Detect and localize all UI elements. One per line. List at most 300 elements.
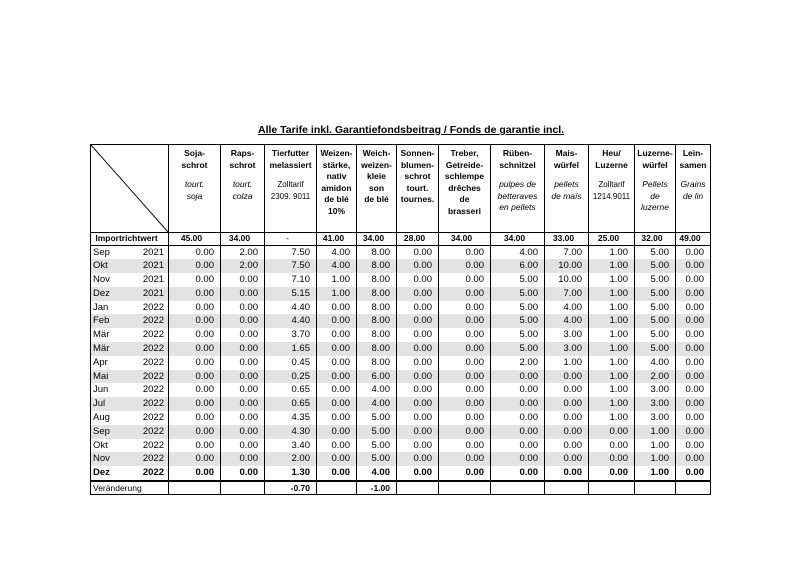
row-value: 3.00 [635, 411, 676, 425]
row-value: 0.00 [169, 245, 221, 259]
import-value: 33.00 [545, 233, 589, 246]
row-value: 5.00 [357, 439, 397, 453]
row-value: 5.00 [635, 245, 676, 259]
row-value: 5.00 [635, 314, 676, 328]
row-value: 0.00 [317, 425, 357, 439]
row-value: 5.00 [635, 342, 676, 356]
column-header-de: Luzerne- würfel [637, 148, 673, 170]
row-value: 5.00 [635, 259, 676, 273]
row-year: 2021 [135, 245, 169, 259]
row-value: 0.00 [169, 439, 221, 453]
table-row [91, 370, 711, 384]
row-value: 0.00 [169, 259, 221, 273]
row-value: 7.50 [265, 245, 317, 259]
row-value: 0.00 [169, 397, 221, 411]
row-value: 0.00 [169, 370, 221, 384]
row-month: Mai [91, 370, 135, 384]
column-header-de: Tierfutter melassiert [269, 148, 312, 170]
row-value: 0.00 [397, 439, 439, 453]
row-value: 3.00 [545, 328, 589, 342]
row-value: 0.00 [221, 287, 265, 301]
row-value: 0.00 [439, 452, 491, 466]
import-value: - [265, 233, 317, 246]
column-header-de: Treber, Getreide- schlempe drêches de brasseri [444, 148, 485, 216]
row-value: 6.00 [491, 259, 545, 273]
row-value: 0.00 [439, 439, 491, 453]
row-value: 0.00 [169, 273, 221, 287]
column-header-fr: tourt. colza [232, 179, 253, 201]
row-value: 10.00 [545, 273, 589, 287]
row-value: 5.00 [491, 287, 545, 301]
table-row [91, 259, 711, 273]
row-year: 2022 [135, 466, 169, 481]
row-value: 0.00 [439, 301, 491, 315]
row-value: 2.00 [221, 259, 265, 273]
column-header [265, 145, 317, 233]
change-value [169, 481, 221, 495]
row-value: 0.00 [397, 273, 439, 287]
import-value: 32.00 [635, 233, 676, 246]
row-year: 2022 [135, 370, 169, 384]
row-value: 0.00 [397, 411, 439, 425]
row-value: 5.00 [635, 328, 676, 342]
row-value: 0.00 [676, 425, 711, 439]
row-value: 1.00 [589, 370, 635, 384]
row-value: 0.00 [676, 287, 711, 301]
row-value: 0.00 [545, 383, 589, 397]
row-year: 2022 [135, 314, 169, 328]
row-month: Sep [91, 245, 135, 259]
row-value: 8.00 [357, 259, 397, 273]
row-value: 3.00 [635, 397, 676, 411]
row-month: Mär [91, 342, 135, 356]
column-header-de: Lein- samen [679, 148, 707, 170]
row-value: 0.00 [676, 397, 711, 411]
row-value: 0.00 [397, 425, 439, 439]
row-value: 1.00 [589, 383, 635, 397]
change-value [397, 481, 439, 495]
row-value: 8.00 [357, 314, 397, 328]
row-value: 0.00 [317, 411, 357, 425]
row-value: 0.00 [439, 356, 491, 370]
row-value: 0.00 [545, 466, 589, 481]
change-value [676, 481, 711, 495]
change-value [635, 481, 676, 495]
change-value: -0.70 [265, 481, 317, 495]
row-value: 1.00 [635, 439, 676, 453]
row-value: 5.00 [491, 314, 545, 328]
table-row [91, 411, 711, 425]
table-row [91, 314, 711, 328]
row-value: 3.00 [545, 342, 589, 356]
row-value: 0.00 [676, 452, 711, 466]
row-value: 0.00 [676, 342, 711, 356]
row-value: 0.00 [491, 411, 545, 425]
row-value: 0.00 [317, 452, 357, 466]
import-value: 25.00 [589, 233, 635, 246]
row-year: 2021 [135, 287, 169, 301]
row-value: 0.00 [397, 370, 439, 384]
import-value: 34.00 [439, 233, 491, 246]
row-year: 2022 [135, 439, 169, 453]
row-value: 1.00 [589, 273, 635, 287]
row-month: Apr [91, 356, 135, 370]
row-value: 0.00 [169, 411, 221, 425]
row-value: 0.00 [169, 356, 221, 370]
diagonal-line [91, 145, 168, 232]
table-row [91, 397, 711, 411]
row-year: 2022 [135, 342, 169, 356]
row-value: 0.00 [397, 466, 439, 481]
import-label: Importrichtwert [91, 233, 169, 246]
row-value: 7.00 [545, 245, 589, 259]
row-month: Jun [91, 383, 135, 397]
column-header-de: Sonnen- blumen- schrot tourt. tournes. [400, 148, 435, 204]
row-value: 5.00 [491, 342, 545, 356]
corner-cell [91, 145, 169, 233]
row-value: 0.00 [169, 301, 221, 315]
column-header [491, 145, 545, 233]
row-value: 8.00 [357, 273, 397, 287]
column-header-de: Heu/ Luzerne [595, 148, 628, 170]
column-header-de: Soja- schrot [181, 148, 208, 170]
row-value: 0.00 [317, 439, 357, 453]
row-value: 0.65 [265, 383, 317, 397]
row-value: 1.00 [589, 342, 635, 356]
row-value: 0.00 [169, 328, 221, 342]
column-header-de: Rüben- schnitzel [499, 148, 536, 170]
row-value: 0.00 [221, 452, 265, 466]
import-value: 34.00 [221, 233, 265, 246]
row-value: 4.35 [265, 411, 317, 425]
table-row [91, 328, 711, 342]
row-value: 0.00 [221, 439, 265, 453]
row-value: 5.00 [635, 301, 676, 315]
row-value: 0.00 [397, 287, 439, 301]
column-header-de: Weich- weizen- kleie son de blé [361, 148, 392, 204]
row-value: 8.00 [357, 301, 397, 315]
change-value [317, 481, 357, 495]
row-value: 4.40 [265, 301, 317, 315]
column-header-fr: tourt. soja [184, 179, 205, 201]
row-value: 0.00 [491, 425, 545, 439]
column-header [635, 145, 676, 233]
row-value: 3.40 [265, 439, 317, 453]
row-value: 0.00 [317, 301, 357, 315]
row-value: 0.00 [491, 466, 545, 481]
row-month: Okt [91, 439, 135, 453]
column-header-tariff: Zolltarif 1214.9011 [592, 180, 631, 201]
row-value: 1.00 [589, 287, 635, 301]
table-row [91, 466, 711, 481]
row-value: 1.00 [589, 301, 635, 315]
row-value: 0.00 [439, 411, 491, 425]
row-year: 2021 [135, 273, 169, 287]
row-value: 0.00 [221, 466, 265, 481]
row-value: 1.00 [317, 287, 357, 301]
row-month: Dez [91, 466, 135, 481]
row-value: 0.00 [169, 452, 221, 466]
column-header-de: Weizen- stärke, nativ amidon de blé 10% [320, 148, 353, 216]
row-value: 0.00 [491, 397, 545, 411]
row-value: 0.00 [317, 342, 357, 356]
row-value: 5.00 [357, 452, 397, 466]
row-value: 0.00 [676, 301, 711, 315]
row-value: 0.00 [439, 370, 491, 384]
row-value: 0.00 [397, 328, 439, 342]
row-value: 0.00 [439, 273, 491, 287]
import-value: 45.00 [169, 233, 221, 246]
row-month: Feb [91, 314, 135, 328]
row-value: 0.00 [676, 411, 711, 425]
row-value: 0.00 [221, 411, 265, 425]
row-value: 0.00 [676, 466, 711, 481]
row-value: 1.00 [317, 273, 357, 287]
row-value: 4.00 [357, 397, 397, 411]
row-value: 0.00 [439, 342, 491, 356]
row-value: 0.00 [676, 273, 711, 287]
row-value: 0.00 [589, 466, 635, 481]
row-value: 0.00 [221, 328, 265, 342]
column-header-tariff: Zolltarif 2309. 9011 [270, 180, 311, 201]
row-value: 3.00 [635, 383, 676, 397]
row-value: 0.00 [397, 383, 439, 397]
row-value: 0.00 [676, 328, 711, 342]
row-month: Okt [91, 259, 135, 273]
row-value: 4.00 [317, 245, 357, 259]
row-value: 8.00 [357, 356, 397, 370]
row-value: 0.00 [221, 314, 265, 328]
column-header [397, 145, 439, 233]
table-row [91, 301, 711, 315]
column-header [221, 145, 265, 233]
row-value: 8.00 [357, 245, 397, 259]
column-header [357, 145, 397, 233]
row-value: 0.00 [439, 383, 491, 397]
import-value: 34.00 [491, 233, 545, 246]
row-year: 2022 [135, 425, 169, 439]
row-month: Nov [91, 452, 135, 466]
change-value [221, 481, 265, 495]
table-row [91, 452, 711, 466]
import-value: 41.00 [317, 233, 357, 246]
row-value: 7.10 [265, 273, 317, 287]
row-value: 5.00 [491, 301, 545, 315]
table-row [91, 383, 711, 397]
row-value: 0.00 [439, 259, 491, 273]
row-value: 1.00 [589, 328, 635, 342]
row-value: 0.00 [317, 328, 357, 342]
row-value: 7.50 [265, 259, 317, 273]
row-value: 0.00 [317, 314, 357, 328]
row-value: 5.00 [635, 287, 676, 301]
table-row [91, 439, 711, 453]
row-value: 0.00 [439, 397, 491, 411]
row-value: 0.00 [317, 370, 357, 384]
row-value: 0.00 [397, 397, 439, 411]
column-header [545, 145, 589, 233]
row-value: 4.00 [357, 383, 397, 397]
change-value [545, 481, 589, 495]
row-value: 0.00 [491, 370, 545, 384]
row-value: 0.00 [397, 314, 439, 328]
row-value: 2.00 [221, 245, 265, 259]
row-value: 0.00 [545, 370, 589, 384]
row-value: 2.00 [265, 452, 317, 466]
row-value: 1.00 [635, 466, 676, 481]
row-month: Mär [91, 328, 135, 342]
row-value: 1.00 [635, 452, 676, 466]
row-value: 0.00 [397, 259, 439, 273]
import-value: 28.00 [397, 233, 439, 246]
column-header [439, 145, 491, 233]
row-value: 0.00 [676, 356, 711, 370]
row-value: 0.45 [265, 356, 317, 370]
row-month: Nov [91, 273, 135, 287]
row-value: 0.00 [169, 383, 221, 397]
row-value: 5.15 [265, 287, 317, 301]
column-header [589, 145, 635, 233]
row-value: 0.00 [397, 356, 439, 370]
column-header-fr: pellets de maïs [551, 179, 582, 201]
column-header-fr: pulpes de betteraves en pellets [497, 179, 538, 212]
row-value: 0.00 [491, 383, 545, 397]
row-value: 0.00 [317, 356, 357, 370]
row-value: 0.00 [397, 301, 439, 315]
row-value: 0.00 [439, 425, 491, 439]
row-year: 2022 [135, 383, 169, 397]
row-value: 0.00 [545, 425, 589, 439]
change-value [439, 481, 491, 495]
row-value: 1.00 [589, 411, 635, 425]
row-year: 2022 [135, 328, 169, 342]
row-value: 0.00 [221, 301, 265, 315]
row-value: 0.00 [589, 452, 635, 466]
table-row [91, 356, 711, 370]
row-value: 4.00 [357, 466, 397, 481]
row-value: 4.00 [545, 314, 589, 328]
row-value: 0.00 [676, 370, 711, 384]
row-value: 1.00 [589, 356, 635, 370]
row-value: 7.00 [545, 287, 589, 301]
row-value: 1.00 [589, 397, 635, 411]
row-year: 2021 [135, 259, 169, 273]
change-value: -1.00 [357, 481, 397, 495]
row-month: Dez [91, 287, 135, 301]
row-year: 2022 [135, 301, 169, 315]
table-row [91, 273, 711, 287]
row-value: 6.00 [357, 370, 397, 384]
row-value: 0.00 [545, 439, 589, 453]
row-month: Jul [91, 397, 135, 411]
row-value: 1.65 [265, 342, 317, 356]
row-year: 2022 [135, 452, 169, 466]
row-year: 2022 [135, 397, 169, 411]
row-value: 0.00 [221, 370, 265, 384]
table-title: Alle Tarife inkl. Garantiefondsbeitrag / Fonds de garantie incl. [258, 124, 565, 136]
row-value: 0.00 [221, 356, 265, 370]
row-value: 1.00 [635, 425, 676, 439]
row-value: 2.00 [635, 370, 676, 384]
row-value: 0.00 [676, 259, 711, 273]
row-value: 0.00 [676, 314, 711, 328]
row-value: 0.00 [676, 245, 711, 259]
row-value: 4.00 [317, 259, 357, 273]
row-value: 0.00 [545, 452, 589, 466]
row-year: 2022 [135, 411, 169, 425]
row-value: 0.00 [169, 466, 221, 481]
row-value: 0.00 [545, 411, 589, 425]
row-value: 0.00 [397, 245, 439, 259]
row-value: 5.00 [357, 411, 397, 425]
row-month: Jan [91, 301, 135, 315]
row-value: 0.00 [169, 314, 221, 328]
column-header [169, 145, 221, 233]
row-value: 0.00 [169, 287, 221, 301]
row-value: 8.00 [357, 342, 397, 356]
row-value: 0.00 [221, 273, 265, 287]
row-value: 4.40 [265, 314, 317, 328]
change-label: Veränderung [91, 481, 169, 495]
row-value: 3.70 [265, 328, 317, 342]
row-value: 0.00 [439, 314, 491, 328]
row-value: 1.00 [545, 356, 589, 370]
row-year: 2022 [135, 356, 169, 370]
row-value: 0.00 [491, 439, 545, 453]
row-value: 4.30 [265, 425, 317, 439]
row-value: 0.00 [491, 452, 545, 466]
row-value: 0.00 [676, 439, 711, 453]
row-value: 0.00 [397, 342, 439, 356]
row-value: 0.00 [439, 328, 491, 342]
row-value: 0.00 [545, 397, 589, 411]
row-value: 0.00 [221, 397, 265, 411]
row-value: 10.00 [545, 259, 589, 273]
row-month: Aug [91, 411, 135, 425]
row-value: 0.00 [221, 383, 265, 397]
column-header-fr: Pellets de luzerne [641, 179, 669, 212]
row-value: 0.00 [317, 397, 357, 411]
row-value: 0.00 [221, 342, 265, 356]
row-value: 0.00 [317, 466, 357, 481]
row-value: 1.30 [265, 466, 317, 481]
row-value: 0.25 [265, 370, 317, 384]
row-value: 5.00 [635, 273, 676, 287]
row-value: 4.00 [491, 245, 545, 259]
row-value: 0.00 [317, 383, 357, 397]
column-header-de: Raps- schrot [229, 148, 256, 170]
table-row [91, 287, 711, 301]
row-value: 0.00 [676, 383, 711, 397]
table-row [91, 425, 711, 439]
table-row [91, 245, 711, 259]
row-value: 5.00 [357, 425, 397, 439]
row-month: Sep [91, 425, 135, 439]
table-row [91, 342, 711, 356]
column-header-fr: Grains de lin [680, 179, 706, 201]
row-value: 0.65 [265, 397, 317, 411]
row-value: 0.00 [589, 425, 635, 439]
row-value: 0.00 [589, 439, 635, 453]
change-value [491, 481, 545, 495]
row-value: 0.00 [397, 452, 439, 466]
row-value: 0.00 [169, 425, 221, 439]
change-value [589, 481, 635, 495]
row-value: 5.00 [491, 328, 545, 342]
row-value: 8.00 [357, 328, 397, 342]
import-value: 49.00 [676, 233, 711, 246]
row-value: 0.00 [169, 342, 221, 356]
